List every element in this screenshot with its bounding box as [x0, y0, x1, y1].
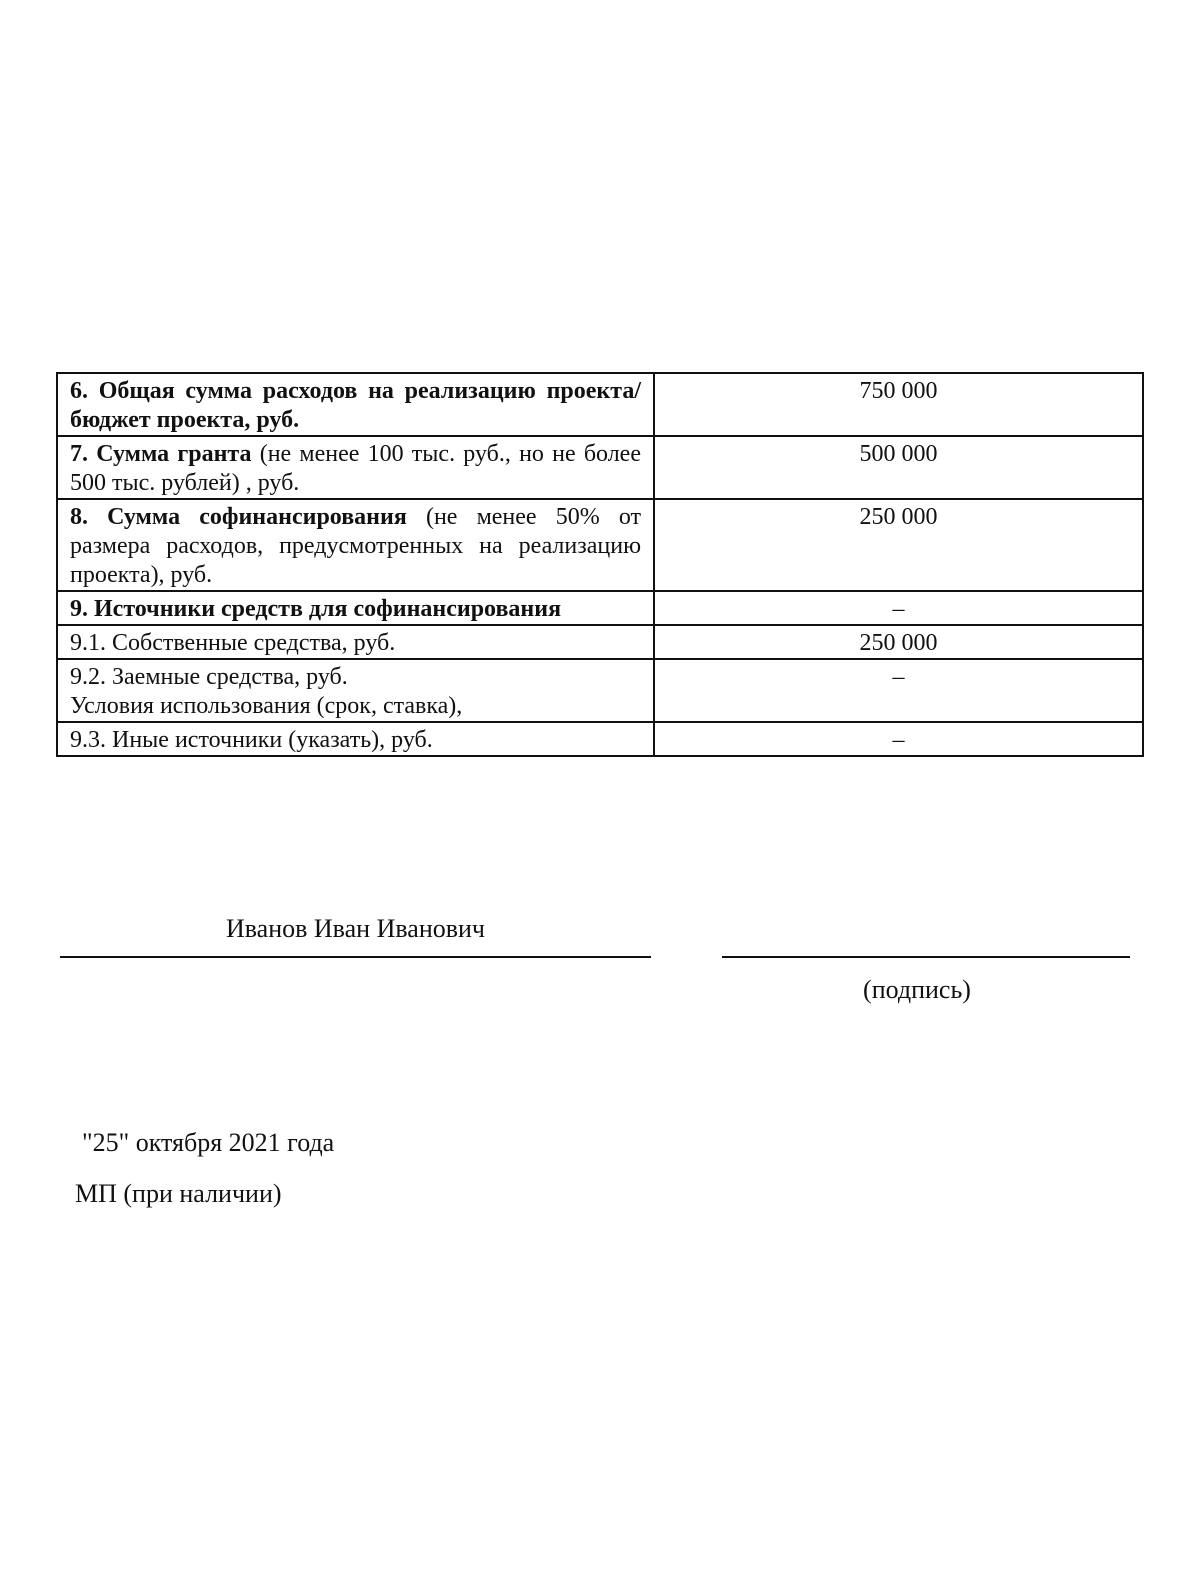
table-row — [57, 591, 1143, 625]
row-value: 750 000 — [654, 373, 1143, 436]
budget-table — [56, 372, 1144, 757]
table-row — [57, 722, 1143, 756]
row-label — [57, 436, 654, 499]
signer-name: Иванов Иван Иванович — [225, 914, 486, 943]
stamp-placeholder: МП (при наличии) — [75, 1179, 282, 1208]
row-label-bold: 7. Сумма гранта — [70, 441, 252, 467]
signature-caption: (подпись) — [863, 975, 971, 1004]
row-label — [57, 659, 654, 722]
row-label — [57, 722, 654, 756]
row-label-text: (не менее 50% от размера расходов, предусмотренных на реализацию проекта), руб. — [70, 504, 642, 588]
document-date: "25" октября 2021 года — [82, 1128, 335, 1157]
row-value: – — [654, 659, 1143, 722]
row-label — [57, 499, 654, 591]
row-label-text: 9.3. Иные источники (указать), руб. — [70, 727, 433, 753]
table-row — [57, 659, 1143, 722]
signature-line — [722, 956, 1130, 958]
signer-name-line — [60, 956, 651, 958]
table-row — [57, 625, 1143, 659]
row-value: 250 000 — [654, 499, 1143, 591]
row-label-second-line: Условия использования (срок, ставка), — [70, 693, 463, 719]
table-row — [57, 373, 1143, 436]
row-label — [57, 591, 654, 625]
row-label-text: 9.2. Заемные средства, руб. — [70, 664, 348, 690]
row-label-bold: 9. Источники средств для софинансирования — [70, 596, 562, 622]
row-value: 250 000 — [654, 625, 1143, 659]
row-label-text: (не менее 100 тыс. руб., но не более 500 тыс. рублей) , руб. — [70, 441, 641, 496]
row-label-bold: 8. Сумма софинансирования — [70, 504, 407, 530]
row-label — [57, 373, 654, 436]
table-row — [57, 499, 1143, 591]
row-value: 500 000 — [654, 436, 1143, 499]
row-value: – — [654, 722, 1143, 756]
row-value: – — [654, 591, 1143, 625]
row-label — [57, 625, 654, 659]
row-label-bold: 6. Общая сумма расходов на реализацию проекта/бюджет проекта, руб. — [70, 378, 641, 433]
table-row — [57, 436, 1143, 499]
row-label-text: 9.1. Собственные средства, руб. — [70, 630, 396, 656]
